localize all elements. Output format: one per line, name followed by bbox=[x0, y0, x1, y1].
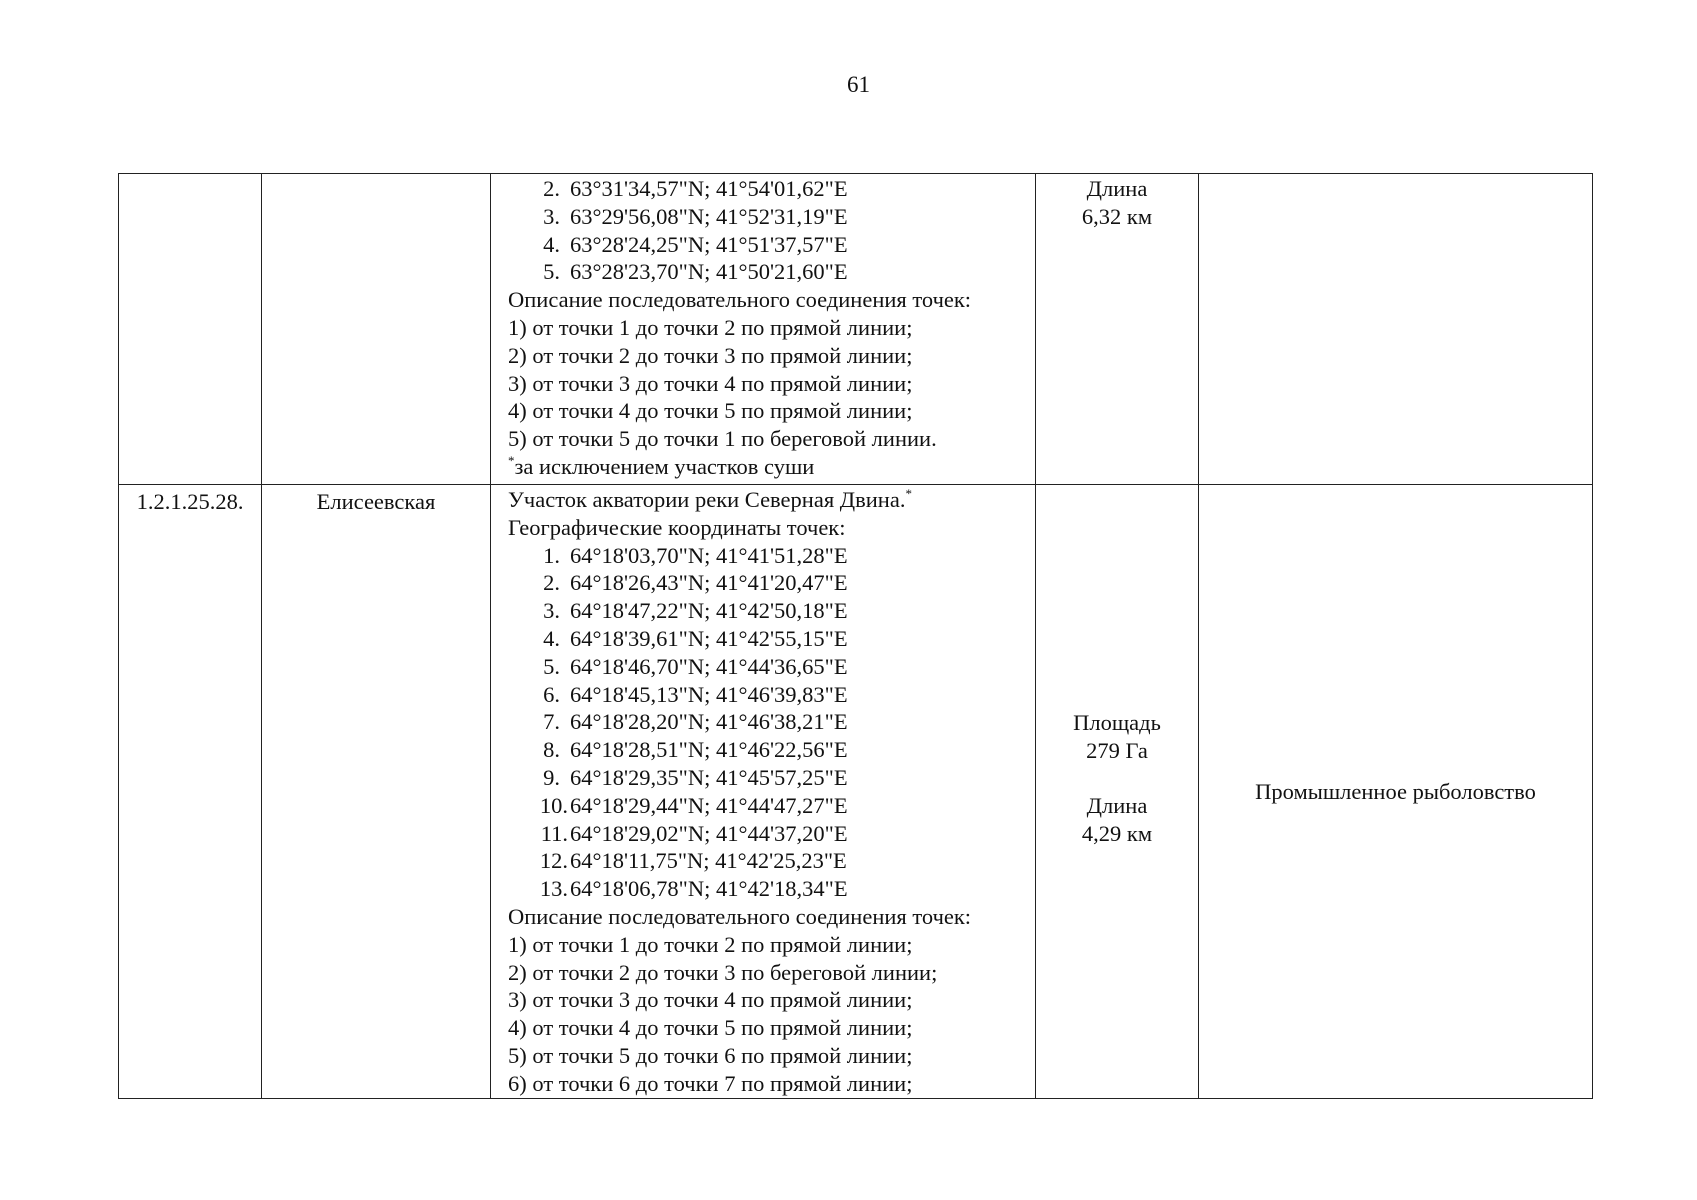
coordinate-point: 5. 64°18'46,70"N; 41°44'36,65"E bbox=[543, 653, 848, 679]
connection-item: 1) от точки 1 до точки 2 по прямой линии; bbox=[508, 314, 913, 340]
connection-item: 5) от точки 5 до точки 6 по прямой линии; bbox=[508, 1042, 913, 1068]
length-label: Длина bbox=[1086, 793, 1148, 819]
area-label: Площадь bbox=[1073, 710, 1161, 735]
coordinate-point: 3. 64°18'47,22"N; 41°42'50,18"E bbox=[543, 598, 848, 624]
area-description-cell bbox=[491, 174, 1036, 485]
area-heading: Участок акватории реки Северная Двина.* bbox=[508, 486, 912, 512]
coordinate-point: 11.64°18'29,02"N; 41°44'37,20"E bbox=[540, 820, 848, 846]
area-value: 279 Га bbox=[1086, 737, 1148, 763]
usage-cell bbox=[1199, 174, 1593, 485]
connection-item: 1) от точки 1 до точки 2 по прямой линии; bbox=[508, 931, 913, 957]
coordinate-point: 10.64°18'29,44"N; 41°44'47,27"E bbox=[539, 792, 848, 818]
connection-item: 3) от точки 3 до точки 4 по прямой линии; bbox=[508, 370, 913, 396]
area-code-cell bbox=[119, 174, 262, 485]
coordinate-point: 6. 64°18'45,13"N; 41°46'39,83"E bbox=[543, 681, 848, 707]
coordinate-point: 4. 64°18'39,61"N; 41°42'55,15"E bbox=[543, 625, 848, 651]
area-code-cell: 1.2.1.25.28. bbox=[119, 485, 262, 1099]
page-number: 61 bbox=[847, 72, 870, 97]
footnote: *за исключением участков суши bbox=[508, 452, 815, 479]
usage-cell: Промышленное рыболовство bbox=[1199, 485, 1593, 1099]
table-row bbox=[119, 485, 1593, 1099]
coordinate-point: 13.64°18'06,78"N; 41°42'18,34"E bbox=[539, 876, 848, 902]
table-row bbox=[119, 174, 1593, 485]
area-description-cell bbox=[491, 485, 1036, 1099]
connection-item: 2) от точки 2 до точки 3 по береговой линии; bbox=[508, 959, 938, 985]
measurement-cell bbox=[1036, 174, 1199, 485]
coordinate-point: 2. 63°31'34,57"N; 41°54'01,62"E bbox=[543, 176, 848, 201]
length-value: 6,32 км bbox=[1081, 203, 1153, 229]
coordinate-point: 2. 64°18'26,43"N; 41°41'20,47"E bbox=[543, 570, 848, 596]
coordinate-point: 3. 63°29'56,08"N; 41°52'31,19"E bbox=[543, 203, 848, 229]
measurement-cell bbox=[1036, 485, 1199, 1099]
connection-item: 4) от точки 4 до точки 5 по прямой линии; bbox=[508, 398, 913, 424]
connection-title: Описание последовательного соединения точек: bbox=[508, 903, 972, 929]
connection-item: 6) от точки 6 до точки 7 по прямой линии; bbox=[508, 1070, 913, 1096]
length-label: Длина bbox=[1086, 176, 1148, 201]
footnote-mark: * bbox=[508, 452, 515, 468]
connection-title: Описание последовательного соединения точек: bbox=[508, 287, 972, 313]
coordinates-title: Географические координаты точек: bbox=[508, 514, 846, 540]
connection-item: 2) от точки 2 до точки 3 по прямой линии; bbox=[508, 342, 913, 368]
area-name-cell: Елисеевская bbox=[262, 485, 491, 1099]
fishing-areas-table bbox=[118, 173, 1593, 1099]
length-value: 4,29 км bbox=[1081, 821, 1153, 847]
coordinate-point: 9. 64°18'29,35"N; 41°45'57,25"E bbox=[543, 764, 848, 790]
footnote-mark: * bbox=[905, 486, 912, 501]
connection-item: 4) от точки 4 до точки 5 по прямой линии; bbox=[508, 1015, 913, 1041]
coordinate-point: 4. 63°28'24,25"N; 41°51'37,57"E bbox=[543, 231, 848, 257]
area-name-cell bbox=[262, 174, 491, 485]
coordinate-point: 7. 64°18'28,20"N; 41°46'38,21"E bbox=[543, 709, 848, 735]
coordinate-point: 1. 64°18'03,70"N; 41°41'51,28"E bbox=[543, 542, 848, 568]
coordinate-point: 12.64°18'11,75"N; 41°42'25,23"E bbox=[539, 848, 847, 874]
connection-item: 5) от точки 5 до точки 1 по береговой линии. bbox=[508, 426, 937, 452]
coordinate-point: 8. 64°18'28,51"N; 41°46'22,56"E bbox=[543, 737, 848, 763]
connection-item: 3) от точки 3 до точки 4 по прямой линии; bbox=[508, 987, 913, 1013]
coordinate-point: 5. 63°28'23,70"N; 41°50'21,60"E bbox=[543, 259, 848, 285]
